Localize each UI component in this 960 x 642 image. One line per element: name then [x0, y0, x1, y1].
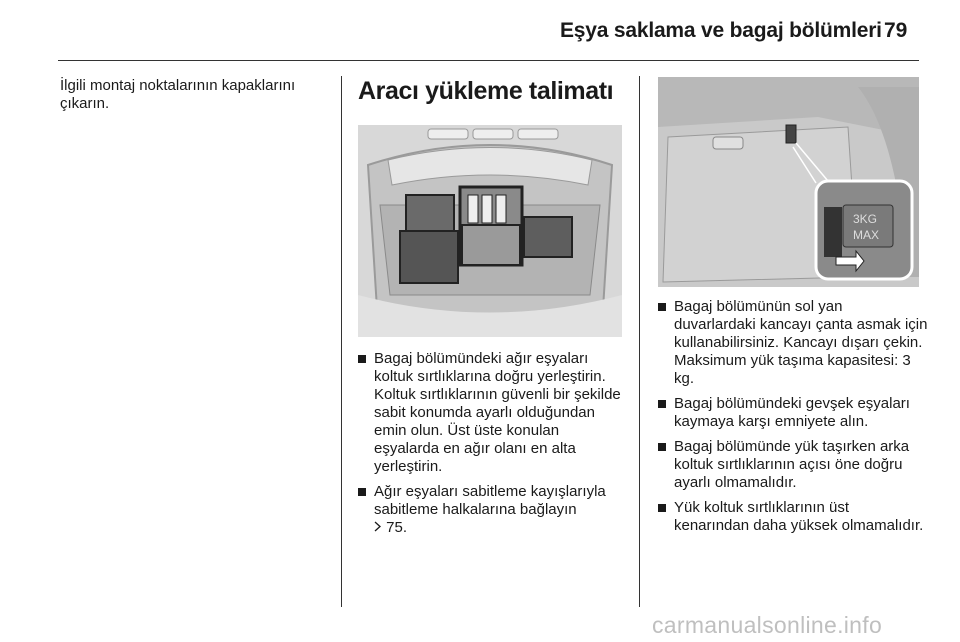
bullet-square-icon	[358, 488, 366, 496]
list-item-text: Bagaj bölümünün sol yan duvarlardaki kancayı çanta asmak için kullanabilirsiniz. Kancayı dışarı çekin. Maksimum yük taşıma kapasitesi: 3 kg.	[674, 298, 928, 387]
trunk-notes-list	[658, 298, 928, 542]
bullet-square-icon	[658, 504, 666, 512]
list-item-text: Bagaj bölümündeki gevşek eşyaları kaymaya karşı emniyete alın.	[674, 395, 910, 430]
list-item-text: Yük koltuk sırtlıklarının üst kenarından daha yüksek olmamalıdır.	[674, 499, 924, 534]
hook-capacity-label-line1: 3KG	[853, 212, 878, 226]
list-item-text: Bagaj bölümünde yük taşırken arka koltuk sırtlıklarının açısı öne doğru ayarlı olmamalıdır.	[674, 438, 910, 491]
hook-capacity-label-line2: MAX	[853, 228, 880, 242]
page-header-title: Eşya saklama ve bagaj bölümleri	[560, 19, 882, 42]
list-item	[358, 350, 628, 476]
trunk-hook-illustration	[658, 77, 919, 287]
watermark-text: carmanualsonline.info	[652, 612, 883, 638]
list-item	[358, 483, 628, 537]
bullet-square-icon	[658, 443, 666, 451]
list-item-text: Bagaj bölümündeki ağır eşyaları koltuk sırtlıklarına doğru yerleştirin. Koltuk sırtlıklarının güvenli bir şekilde sabit konumda ayarlı olduğundan emin olun. Üst üste konulan eşyalarda en ağır olanı en alta yerleştirin.	[374, 350, 621, 475]
page-number: 79	[884, 19, 908, 42]
cross-reference-page[interactable]: 75.	[386, 519, 408, 536]
bullet-square-icon	[658, 400, 666, 408]
bullet-square-icon	[658, 303, 666, 311]
column-divider-left	[341, 76, 342, 607]
list-item	[658, 298, 928, 388]
bullet-square-icon	[358, 355, 366, 363]
list-item-text: Ağır eşyaları sabitleme kayışlarıyla sabitleme halkalarına bağlayın	[374, 483, 606, 518]
cross-reference-arrow-icon	[374, 519, 382, 537]
trunk-loading-illustration	[358, 125, 622, 337]
column-divider-right	[639, 76, 640, 607]
section-heading: Aracı yükleme talimatı	[358, 77, 614, 105]
left-column-text: İlgili montaj noktalarının kapaklarını çıkarın.	[60, 77, 296, 112]
header-divider	[58, 60, 919, 61]
list-item	[658, 395, 928, 431]
loading-instructions-list	[358, 350, 628, 544]
list-item	[658, 438, 928, 492]
list-item	[658, 499, 928, 535]
